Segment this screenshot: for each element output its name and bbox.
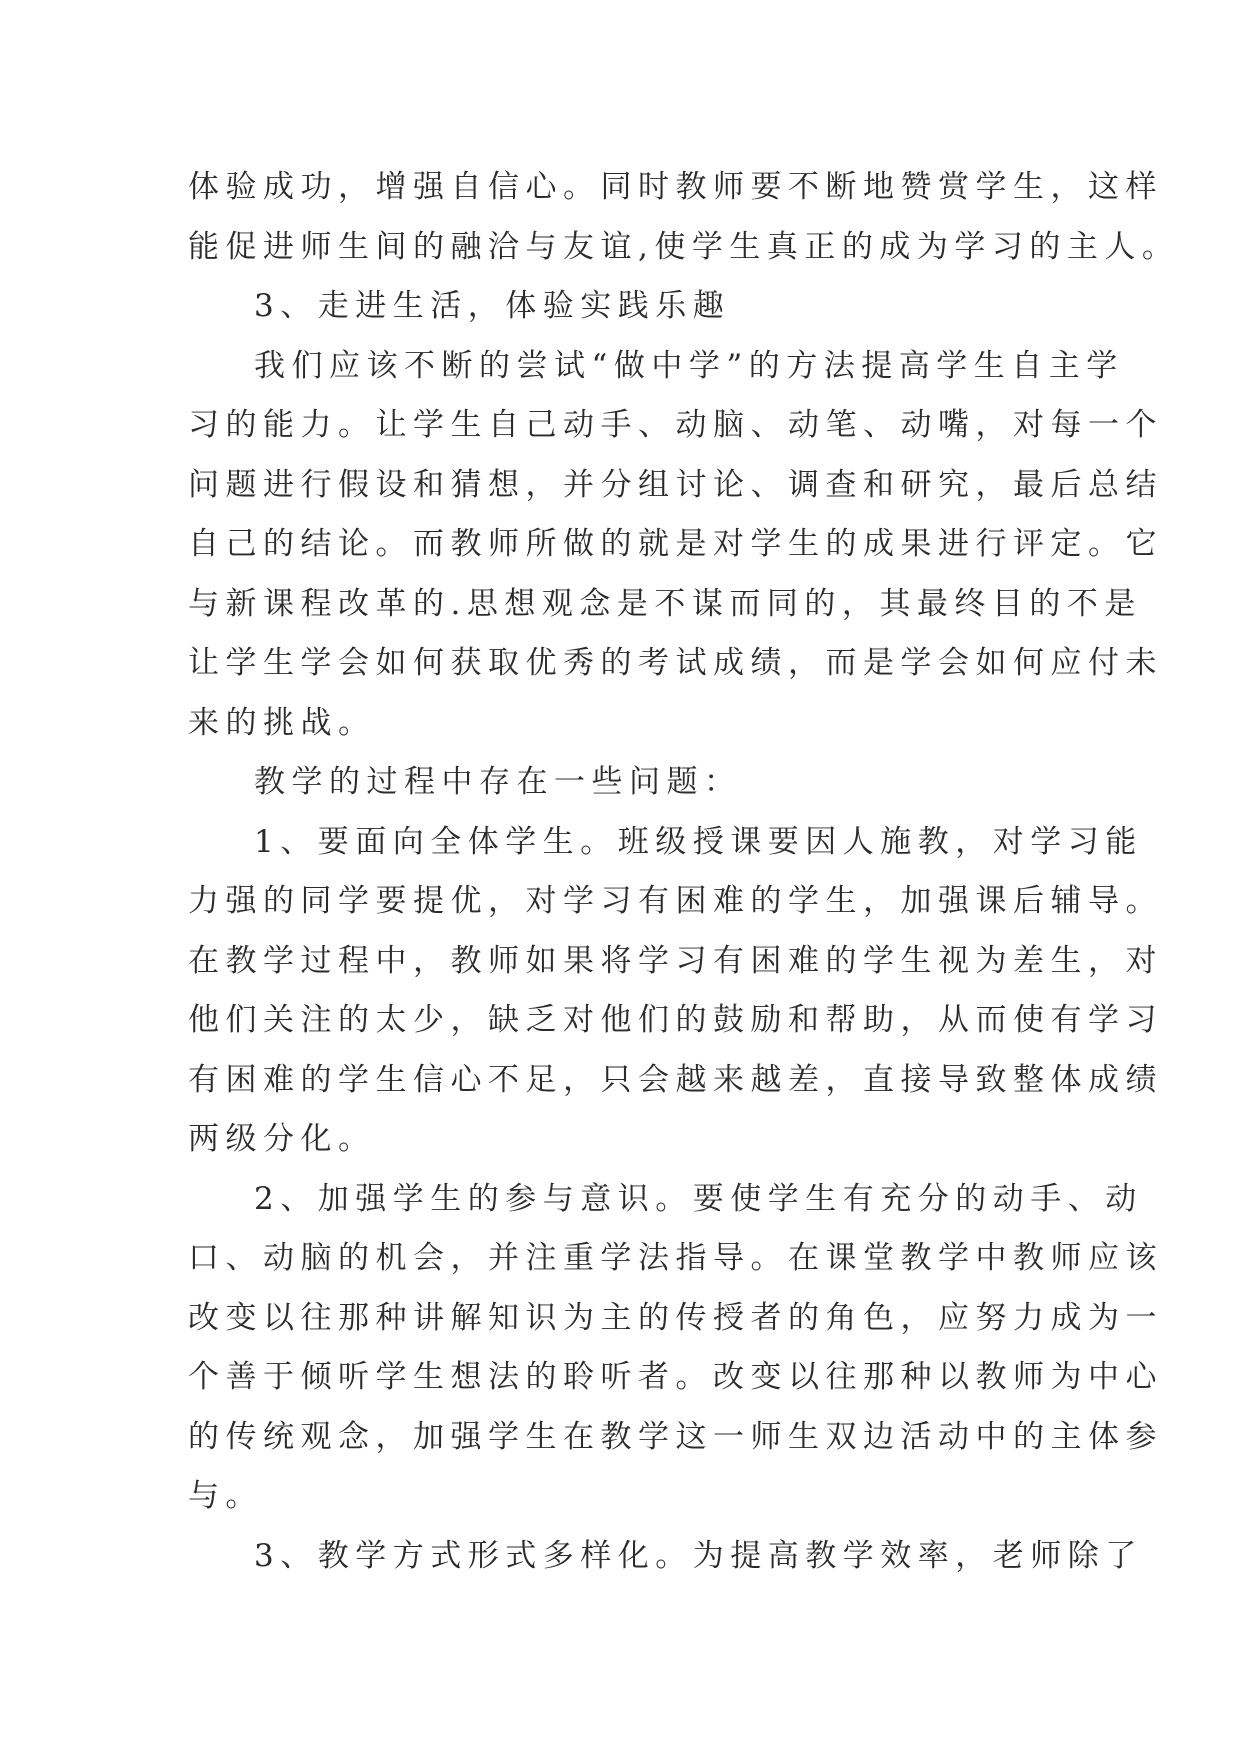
text-line-18: 2、加强学生的参与意识。要使学生有充分的动手、动 <box>254 1180 1143 1217</box>
text-line-21: 个善于倾听学生想法的聆听者。改变以往那种以教师为中心 <box>188 1359 1163 1395</box>
text-line-24: 3、教学方式形式多样化。为提高教学效率，老师除了 <box>254 1537 1143 1574</box>
text-line-16: 有困难的学生信心不足，只会越来越差，直接导致整体成绩 <box>188 1061 1163 1098</box>
section-heading-3: 3、走进生活，体验实践乐趣 <box>254 288 731 324</box>
text-line-7: 自己的结论。而教师所做的就是对学生的成果进行评定。它 <box>188 526 1163 562</box>
text-line-17: 两级分化。 <box>188 1121 376 1157</box>
text-line-2: 能促进师生间的融洽与友谊,使学生真正的成为学习的主人。 <box>188 228 1180 265</box>
text-line-1: 体验成功，增强自信心。同时教师要不断地赞赏学生，这样 <box>188 169 1163 205</box>
text-line-6: 问题进行假设和猜想，并分组讨论、调查和研究，最后总结 <box>188 466 1163 503</box>
text-line-14: 在教学过程中，教师如果将学习有困难的学生视为差生，对 <box>188 942 1163 979</box>
document-body <box>188 158 1180 1586</box>
text-line-23: 与。 <box>188 1478 263 1514</box>
text-line-10: 来的挑战。 <box>188 704 376 741</box>
text-line-13: 力强的同学要提优，对学习有困难的学生，加强课后辅导。 <box>188 883 1163 919</box>
text-line-12: 1、要面向全体学生。班级授课要因人施教，对学习能 <box>254 823 1143 860</box>
text-line-19: 口、动脑的机会，并注重学法指导。在课堂教学中教师应该 <box>188 1240 1163 1276</box>
text-line-22: 的传统观念，加强学生在教学这一师生双边活动中的主体参 <box>188 1418 1163 1455</box>
text-line-8: 与新课程改革的.思想观念是不谋而同的，其最终目的不是 <box>188 585 1142 622</box>
text-line-9: 让学生学会如何获取优秀的考试成绩，而是学会如何应付未 <box>188 645 1163 681</box>
text-line-15: 他们关注的太少，缺乏对他们的鼓励和帮助，从而使有学习 <box>188 1002 1163 1038</box>
text-line-4: 我们应该不断的尝试“做中学”的方法提高学生自主学 <box>254 347 1124 384</box>
text-line-5: 习的能力。让学生自己动手、动脑、动笔、动嘴，对每一个 <box>188 407 1163 443</box>
text-line-20: 改变以往那种讲解知识为主的传授者的角色，应努力成为一 <box>188 1299 1163 1336</box>
section-heading-problems: 教学的过程中存在一些问题： <box>254 764 742 800</box>
